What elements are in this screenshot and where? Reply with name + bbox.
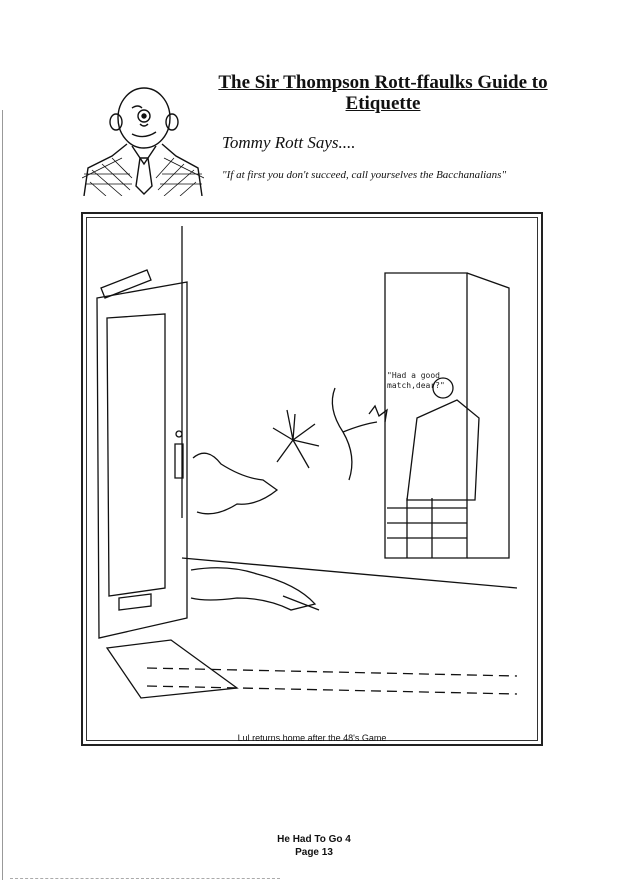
page-number: Page 13 (295, 847, 333, 858)
tommy-rott-portrait (82, 78, 204, 196)
page-edge (2, 110, 3, 880)
front-door (97, 282, 187, 638)
floor-line (182, 558, 517, 588)
publication-title: He Had To Go 4 (277, 834, 351, 845)
page-footer (214, 833, 414, 859)
arm-fist (193, 453, 277, 514)
portrait-ear-right (166, 114, 178, 130)
tiled-floor (387, 498, 467, 558)
rug-dashes (147, 668, 517, 694)
cartoon-illustration (87, 218, 537, 740)
cartoon-caption: Lul returns home after the 48's Game (237, 733, 387, 743)
subtitle: Tommy Rott Says.... (222, 133, 356, 152)
inner-door-open (467, 273, 509, 558)
portrait-shoulder-right (162, 144, 202, 196)
armchair (407, 400, 479, 500)
letterbox (119, 594, 151, 610)
speech-bubble-line1: "Had a good (387, 371, 440, 380)
impact-burst (273, 410, 319, 468)
inner-doorway (385, 273, 467, 558)
portrait-smile (132, 132, 156, 137)
portrait-shoulder-left (84, 144, 127, 196)
portrait-ear-left (110, 114, 122, 130)
scan-artifact-line (10, 878, 280, 879)
door-top-edge (101, 270, 151, 298)
portrait-nose (140, 124, 148, 126)
cat (332, 388, 377, 480)
door-glass-panel (107, 314, 165, 596)
door-knob (176, 431, 182, 437)
quote-text: "If at first you don't succeed, call yourselves the Bacchanalians" (222, 169, 507, 181)
cat-head (369, 406, 387, 422)
portrait-brow (132, 106, 142, 108)
page-title: The Sir Thompson Rott-ffaulks Guide to Etiquette (218, 72, 548, 114)
speech-bubble-line2: match,dear?" (387, 381, 445, 390)
fallen-figure (191, 568, 315, 610)
